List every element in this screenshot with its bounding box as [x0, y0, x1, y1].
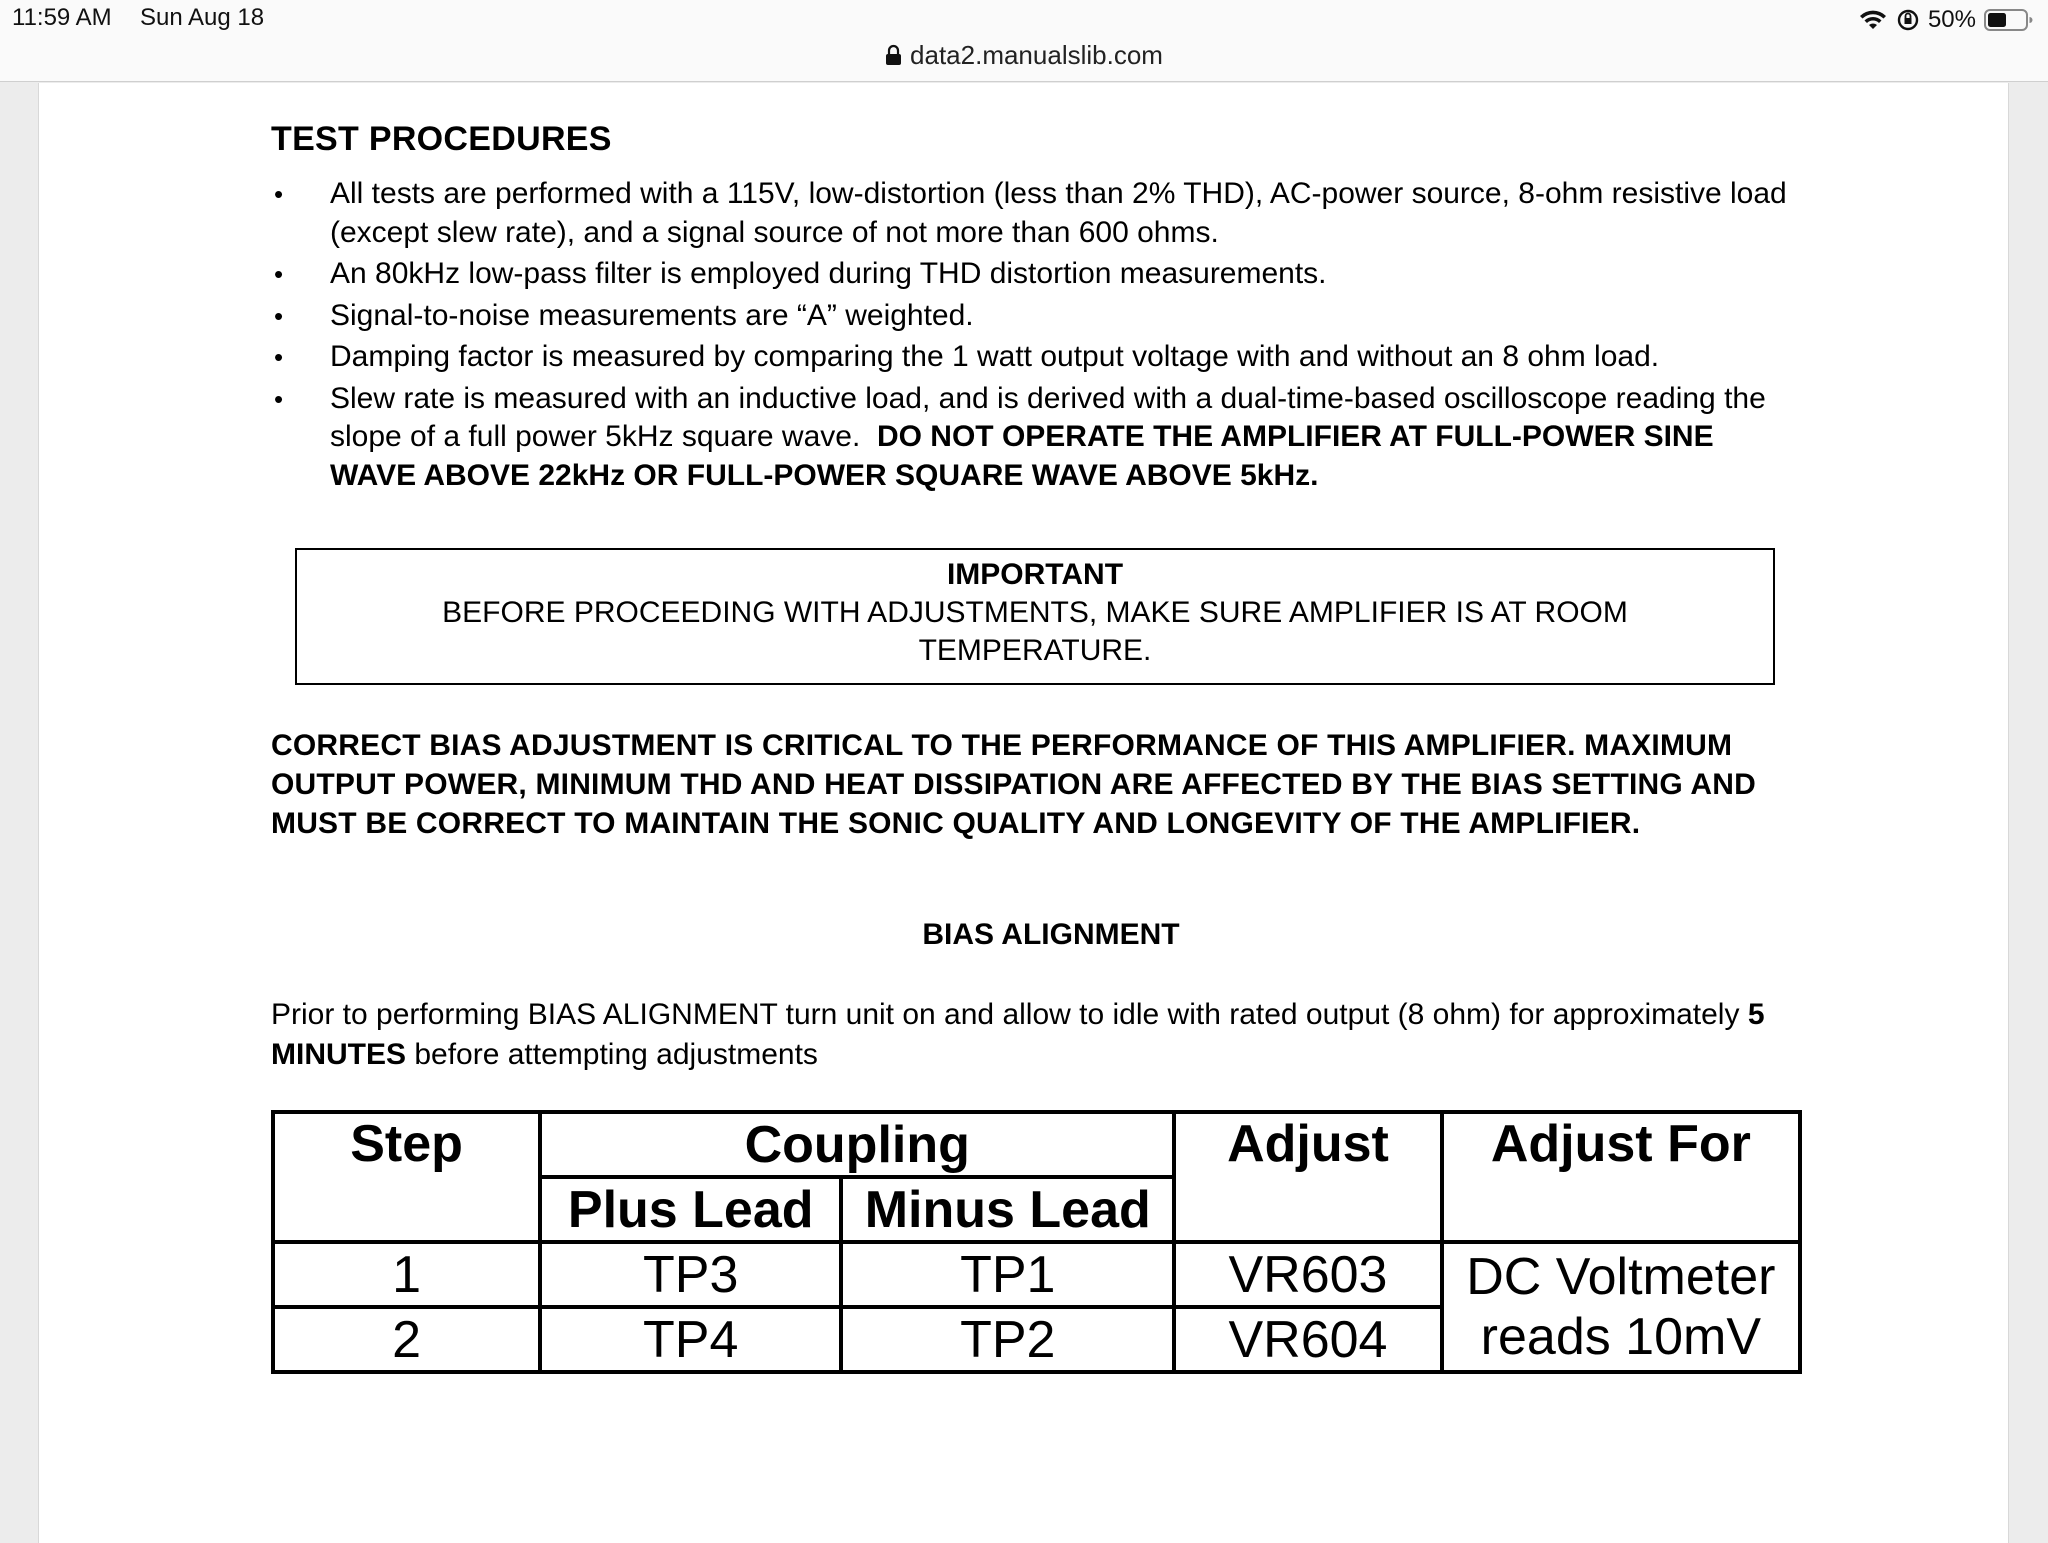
critical-paragraph: CORRECT BIAS ADJUSTMENT IS CRITICAL TO THE PERFORMANCE OF THIS AMPLIFIER. MAXIMUM OUTPUT POWER, MINIMUM THD AND HEAT DISSIPATION ARE AFFECTED BY THE BIAS SETTING AND MUST BE CORRECT TO MAINTAIN THE SONIC QUALITY AND LONGEVITY OF THE AMPLIFIER.: [271, 729, 1756, 840]
bullet-glyph: •: [274, 300, 284, 331]
header-adjust: Adjust: [1174, 1112, 1441, 1242]
adjust-for-line2: reads 10mV: [1480, 1308, 1762, 1366]
table-row: [273, 1242, 1800, 1307]
prior-paragraph: [271, 995, 1831, 1075]
section-title: TEST PROCEDURES: [271, 120, 612, 158]
header-minus-lead: Minus Lead: [841, 1177, 1174, 1242]
prior-text-bold: 5 MINUTES: [271, 998, 1765, 1071]
list-item: [271, 338, 1801, 377]
header-plus-lead: Plus Lead: [540, 1177, 841, 1242]
header-adjust-for: Adjust For: [1442, 1112, 1800, 1242]
url-text: data2.manualslib.com: [910, 39, 1163, 70]
important-body: BEFORE PROCEEDING WITH ADJUSTMENTS, MAKE SURE AMPLIFIER IS AT ROOM TEMPERATURE.: [442, 596, 1628, 667]
status-indicators: [1858, 4, 2034, 36]
cell-plus-lead: TP3: [540, 1242, 841, 1307]
bullet-glyph: •: [274, 383, 284, 414]
status-time: 11:59 AM: [12, 4, 112, 31]
address-bar[interactable]: [0, 38, 2048, 72]
important-notice-box: [295, 548, 1775, 685]
bullet-text: Slew rate is measured with an inductive load, and is derived with a dual-time-based oscilloscope reading the slope of a full power 5kHz square wave.: [330, 381, 1766, 453]
important-title: IMPORTANT: [946, 558, 1124, 591]
bullet-list: [271, 175, 1801, 498]
cell-step: 1: [273, 1242, 540, 1307]
cell-step: 2: [273, 1307, 540, 1372]
prior-text-before: Prior to performing BIAS ALIGNMENT turn unit on and allow to idle with rated output (8 ohm) for approximately: [271, 998, 1740, 1031]
bullet-text: Signal-to-noise measurements are “A” weighted.: [330, 298, 974, 332]
cell-minus-lead: TP2: [841, 1307, 1174, 1372]
prior-text-after: before attempting adjustments: [414, 1038, 818, 1071]
cell-plus-lead: TP4: [540, 1307, 841, 1372]
orientation-lock-icon: [1896, 8, 1920, 32]
lock-icon: [885, 44, 902, 66]
battery-percent: 50%: [1927, 6, 1976, 33]
cell-adjust: VR603: [1174, 1242, 1441, 1307]
bullet-glyph: •: [274, 342, 284, 372]
bullet-text: An 80kHz low-pass filter is employed during THD distortion measurements.: [330, 257, 1327, 290]
cell-adjust-for: [1442, 1242, 1800, 1372]
adjust-for-line1: DC Voltmeter: [1466, 1248, 1776, 1306]
bias-alignment-heading: BIAS ALIGNMENT: [922, 918, 1180, 951]
wifi-icon: [1858, 8, 1888, 32]
header-coupling: Coupling: [540, 1112, 1174, 1177]
list-item: [271, 380, 1801, 496]
list-item: [271, 175, 1801, 252]
table-header-row: [273, 1112, 1800, 1177]
list-item: [271, 297, 1801, 336]
battery-icon: [1984, 8, 2034, 32]
status-date: Sun Aug 18: [140, 4, 265, 31]
browser-top-bar: [0, 0, 2048, 82]
warning-text: DO NOT OPERATE THE AMPLIFIER AT FULL-POWER SINE WAVE ABOVE 22kHz OR FULL-POWER SQUARE WAVE ABOVE 5kHz.: [330, 420, 1714, 492]
cell-minus-lead: TP1: [841, 1242, 1174, 1307]
bullet-glyph: •: [274, 179, 284, 209]
bias-alignment-table: [271, 1110, 1802, 1374]
cell-adjust: VR604: [1174, 1307, 1441, 1372]
bullet-text: All tests are performed with a 115V, low-distortion (less than 2% THD), AC-power source, 8-ohm resistive load (except slew rate), and a signal source of not more than 600 ohms.: [330, 177, 1787, 249]
bullet-glyph: •: [274, 259, 284, 289]
list-item: [271, 255, 1801, 294]
header-step: Step: [273, 1112, 540, 1242]
document-page: [38, 83, 2009, 1543]
bullet-text: Damping factor is measured by comparing the 1 watt output voltage with and without an 8 ohm load.: [330, 340, 1660, 373]
